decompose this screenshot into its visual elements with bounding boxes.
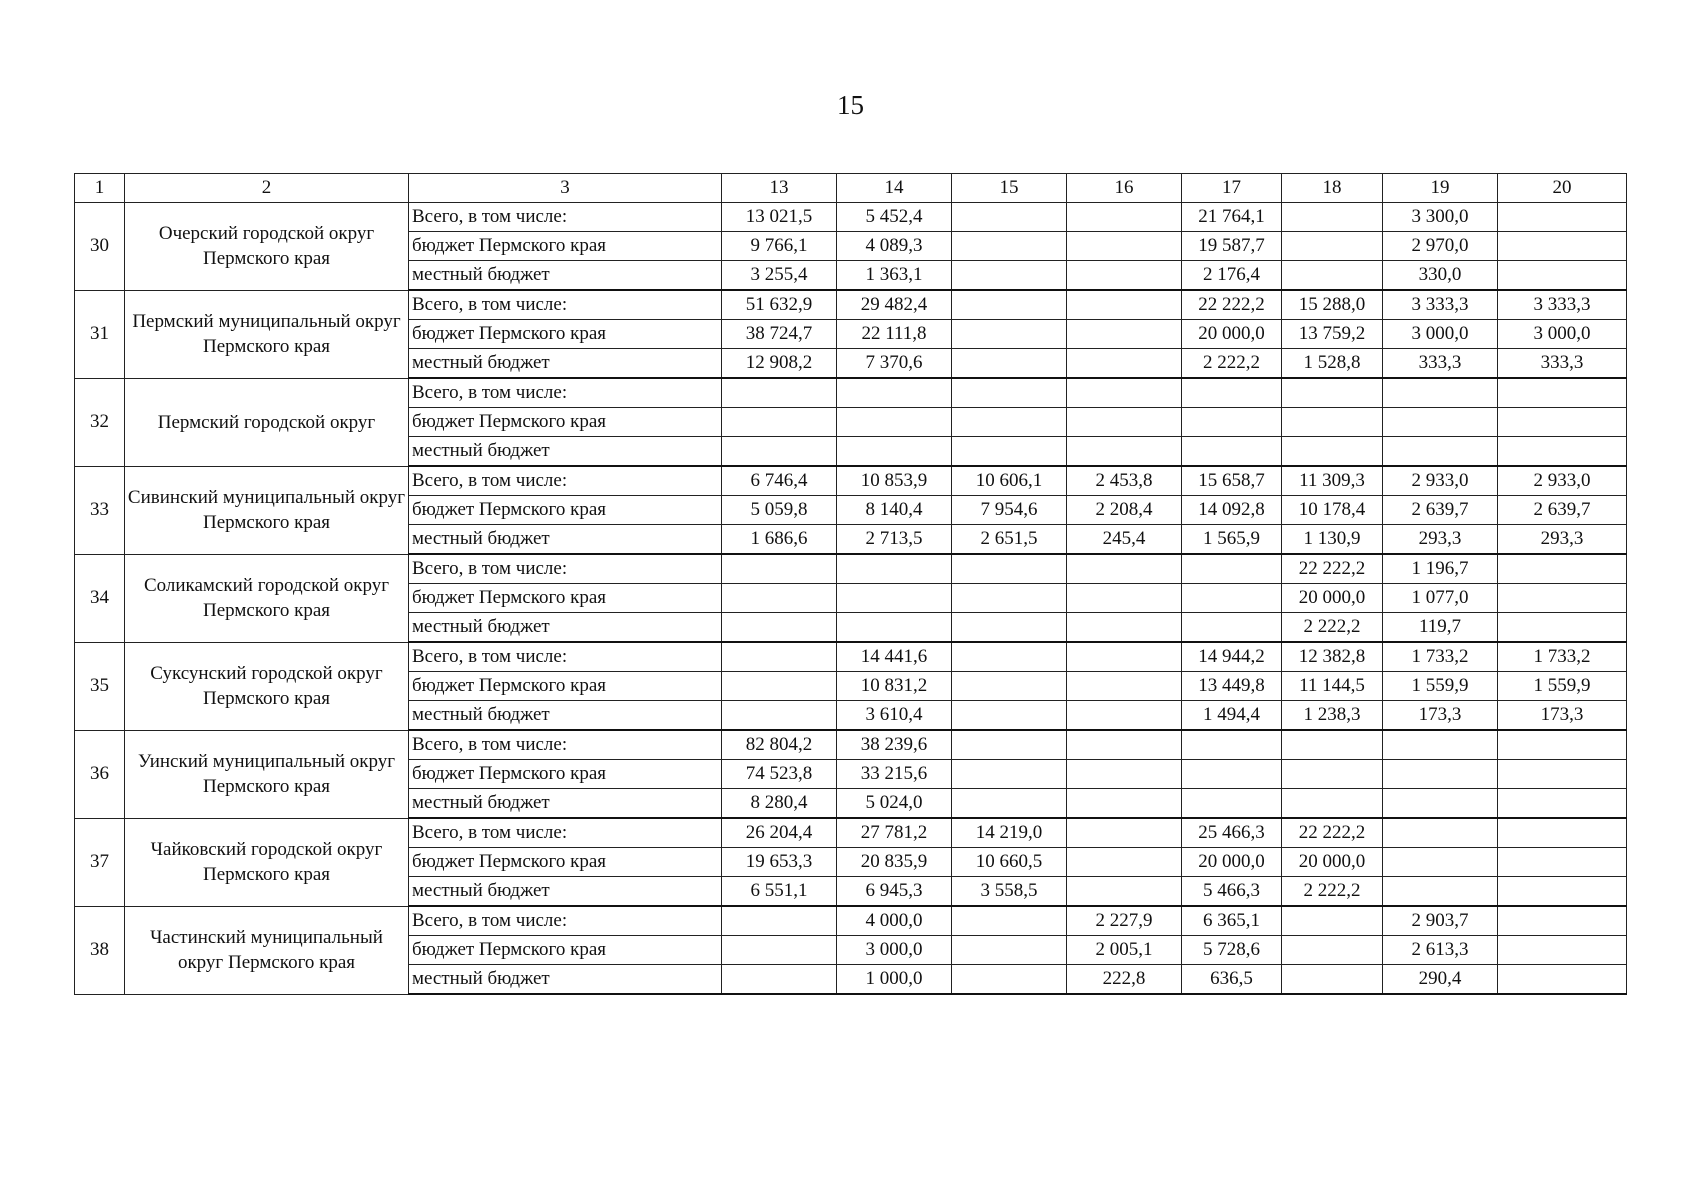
value-cell: 74 523,8 [722, 760, 837, 789]
budget-type-label: Всего, в том числе: [409, 554, 722, 584]
value-cell: 2 222,2 [1182, 349, 1282, 379]
row-number: 31 [75, 290, 125, 378]
value-cell [1498, 378, 1627, 408]
value-cell [1067, 642, 1182, 672]
municipality-name: Сивинский муниципальный округ Пермского края [125, 466, 409, 554]
value-cell [952, 730, 1067, 760]
value-cell [722, 906, 837, 936]
value-cell [1383, 437, 1498, 467]
value-cell: 4 089,3 [837, 232, 952, 261]
value-cell [1282, 261, 1383, 291]
value-cell [722, 378, 837, 408]
value-cell: 13 449,8 [1182, 672, 1282, 701]
value-cell [1067, 320, 1182, 349]
row-number: 34 [75, 554, 125, 642]
value-cell: 14 944,2 [1182, 642, 1282, 672]
value-cell [1383, 378, 1498, 408]
value-cell [837, 613, 952, 643]
budget-type-label: бюджет Пермского края [409, 672, 722, 701]
value-cell [837, 378, 952, 408]
budget-type-label: местный бюджет [409, 789, 722, 819]
value-cell: 3 558,5 [952, 877, 1067, 907]
value-cell: 20 835,9 [837, 848, 952, 877]
value-cell: 2 713,5 [837, 525, 952, 555]
page-number: 15 [837, 90, 864, 120]
value-cell: 1 494,4 [1182, 701, 1282, 731]
value-cell: 13 759,2 [1282, 320, 1383, 349]
municipality-name: Очерский городской округ Пермского края [125, 203, 409, 291]
row-number: 38 [75, 906, 125, 994]
value-cell: 2 933,0 [1498, 466, 1627, 496]
table-body [75, 203, 1627, 995]
budget-type-label: Всего, в том числе: [409, 730, 722, 760]
value-cell: 20 000,0 [1182, 320, 1282, 349]
value-cell: 10 853,9 [837, 466, 952, 496]
value-cell: 290,4 [1383, 965, 1498, 995]
value-cell: 5 452,4 [837, 203, 952, 232]
value-cell: 25 466,3 [1182, 818, 1282, 848]
value-cell: 38 724,7 [722, 320, 837, 349]
value-cell: 5 466,3 [1182, 877, 1282, 907]
value-cell [1383, 818, 1498, 848]
value-cell: 26 204,4 [722, 818, 837, 848]
value-cell [1498, 408, 1627, 437]
value-cell [1383, 730, 1498, 760]
value-cell [722, 936, 837, 965]
value-cell [1067, 818, 1182, 848]
row-number: 33 [75, 466, 125, 554]
value-cell [952, 261, 1067, 291]
value-cell: 1 733,2 [1498, 642, 1627, 672]
value-cell [952, 906, 1067, 936]
value-cell: 22 222,2 [1182, 290, 1282, 320]
value-cell [1498, 818, 1627, 848]
budget-type-label: местный бюджет [409, 349, 722, 379]
value-cell [952, 320, 1067, 349]
budget-type-label: местный бюджет [409, 701, 722, 731]
value-cell: 3 333,3 [1498, 290, 1627, 320]
value-cell [1383, 760, 1498, 789]
value-cell [952, 965, 1067, 995]
value-cell [1067, 437, 1182, 467]
table-header [75, 174, 1627, 203]
value-cell: 19 653,3 [722, 848, 837, 877]
value-cell: 82 804,2 [722, 730, 837, 760]
column-header: 1 [75, 174, 125, 203]
value-cell [722, 554, 837, 584]
value-cell [952, 232, 1067, 261]
value-cell [1282, 760, 1383, 789]
budget-type-label: Всего, в том числе: [409, 642, 722, 672]
value-cell: 1 528,8 [1282, 349, 1383, 379]
value-cell: 6 365,1 [1182, 906, 1282, 936]
value-cell [837, 584, 952, 613]
value-cell: 6 746,4 [722, 466, 837, 496]
value-cell: 20 000,0 [1182, 848, 1282, 877]
value-cell: 333,3 [1383, 349, 1498, 379]
value-cell: 1 238,3 [1282, 701, 1383, 731]
value-cell [952, 408, 1067, 437]
value-cell [952, 584, 1067, 613]
value-cell: 6 945,3 [837, 877, 952, 907]
value-cell [1282, 936, 1383, 965]
value-cell [1067, 349, 1182, 379]
value-cell: 1 565,9 [1182, 525, 1282, 555]
value-cell [1282, 203, 1383, 232]
value-cell: 7 954,6 [952, 496, 1067, 525]
value-cell [1067, 554, 1182, 584]
value-cell [1067, 232, 1182, 261]
value-cell: 5 024,0 [837, 789, 952, 819]
value-cell: 20 000,0 [1282, 848, 1383, 877]
value-cell [952, 613, 1067, 643]
column-header: 15 [952, 174, 1067, 203]
value-cell: 293,3 [1383, 525, 1498, 555]
row-number: 37 [75, 818, 125, 906]
budget-type-label: местный бюджет [409, 965, 722, 995]
value-cell: 173,3 [1383, 701, 1498, 731]
value-cell: 2 933,0 [1383, 466, 1498, 496]
value-cell [1498, 613, 1627, 643]
budget-type-label: местный бюджет [409, 261, 722, 291]
value-cell [952, 672, 1067, 701]
value-cell [1182, 613, 1282, 643]
value-cell [1067, 203, 1182, 232]
value-cell [1182, 789, 1282, 819]
value-cell: 14 441,6 [837, 642, 952, 672]
value-cell [1498, 584, 1627, 613]
budget-table [74, 173, 1627, 995]
value-cell: 27 781,2 [837, 818, 952, 848]
value-cell: 12 382,8 [1282, 642, 1383, 672]
value-cell: 15 288,0 [1282, 290, 1383, 320]
value-cell: 333,3 [1498, 349, 1627, 379]
value-cell: 8 280,4 [722, 789, 837, 819]
value-cell: 10 178,4 [1282, 496, 1383, 525]
value-cell [1498, 760, 1627, 789]
table-row [75, 466, 1627, 496]
value-cell: 2 639,7 [1383, 496, 1498, 525]
value-cell: 29 482,4 [837, 290, 952, 320]
value-cell [952, 936, 1067, 965]
table-row [75, 642, 1627, 672]
table-row [75, 378, 1627, 408]
budget-type-label: Всего, в том числе: [409, 818, 722, 848]
value-cell [1067, 877, 1182, 907]
municipality-name: Уинский муниципальный округ Пермского края [125, 730, 409, 818]
value-cell [837, 437, 952, 467]
municipality-name: Пермский городской округ [125, 378, 409, 466]
value-cell: 3 255,4 [722, 261, 837, 291]
budget-type-label: бюджет Пермского края [409, 496, 722, 525]
value-cell [952, 789, 1067, 819]
value-cell [1282, 965, 1383, 995]
value-cell [1067, 261, 1182, 291]
budget-type-label: местный бюджет [409, 877, 722, 907]
value-cell: 5 728,6 [1182, 936, 1282, 965]
budget-type-label: местный бюджет [409, 613, 722, 643]
value-cell: 19 587,7 [1182, 232, 1282, 261]
value-cell [1067, 584, 1182, 613]
value-cell [1498, 848, 1627, 877]
value-cell: 2 005,1 [1067, 936, 1182, 965]
value-cell [837, 408, 952, 437]
table-row [75, 290, 1627, 320]
value-cell: 33 215,6 [837, 760, 952, 789]
value-cell: 11 309,3 [1282, 466, 1383, 496]
municipality-name: Пермский муниципальный округ Пермского края [125, 290, 409, 378]
value-cell: 1 196,7 [1383, 554, 1498, 584]
value-cell [1498, 906, 1627, 936]
table-row [75, 554, 1627, 584]
value-cell [1182, 554, 1282, 584]
value-cell: 22 222,2 [1282, 818, 1383, 848]
value-cell [1282, 378, 1383, 408]
value-cell [952, 378, 1067, 408]
row-number: 35 [75, 642, 125, 730]
value-cell [1282, 730, 1383, 760]
value-cell: 3 333,3 [1383, 290, 1498, 320]
value-cell [1182, 760, 1282, 789]
budget-type-label: местный бюджет [409, 525, 722, 555]
value-cell [1067, 730, 1182, 760]
value-cell: 4 000,0 [837, 906, 952, 936]
budget-type-label: Всего, в том числе: [409, 378, 722, 408]
column-header: 3 [409, 174, 722, 203]
value-cell: 5 059,8 [722, 496, 837, 525]
value-cell [837, 554, 952, 584]
header-row [75, 174, 1627, 203]
value-cell [1067, 789, 1182, 819]
value-cell [1282, 437, 1383, 467]
value-cell: 8 140,4 [837, 496, 952, 525]
value-cell: 14 092,8 [1182, 496, 1282, 525]
value-cell [952, 437, 1067, 467]
row-number: 32 [75, 378, 125, 466]
value-cell: 1 733,2 [1383, 642, 1498, 672]
table-row [75, 730, 1627, 760]
value-cell: 2 903,7 [1383, 906, 1498, 936]
budget-type-label: бюджет Пермского края [409, 936, 722, 965]
value-cell: 14 219,0 [952, 818, 1067, 848]
value-cell [1498, 877, 1627, 907]
value-cell: 2 651,5 [952, 525, 1067, 555]
value-cell [722, 965, 837, 995]
column-header: 2 [125, 174, 409, 203]
column-header: 16 [1067, 174, 1182, 203]
value-cell [1498, 936, 1627, 965]
budget-type-label: бюджет Пермского края [409, 320, 722, 349]
budget-type-label: Всего, в том числе: [409, 466, 722, 496]
municipality-name: Суксунский городской округ Пермского края [125, 642, 409, 730]
value-cell [1498, 730, 1627, 760]
value-cell [722, 672, 837, 701]
value-cell: 2 222,2 [1282, 877, 1383, 907]
column-header: 18 [1282, 174, 1383, 203]
value-cell [722, 613, 837, 643]
budget-type-label: местный бюджет [409, 437, 722, 467]
budget-type-label: бюджет Пермского края [409, 584, 722, 613]
budget-type-label: Всего, в том числе: [409, 203, 722, 232]
value-cell [1067, 672, 1182, 701]
table-row [75, 906, 1627, 936]
column-header: 14 [837, 174, 952, 203]
column-header: 19 [1383, 174, 1498, 203]
value-cell: 1 686,6 [722, 525, 837, 555]
value-cell: 9 766,1 [722, 232, 837, 261]
value-cell: 2 208,4 [1067, 496, 1182, 525]
value-cell: 7 370,6 [837, 349, 952, 379]
value-cell [952, 203, 1067, 232]
value-cell: 1 000,0 [837, 965, 952, 995]
value-cell: 2 222,2 [1282, 613, 1383, 643]
value-cell: 38 239,6 [837, 730, 952, 760]
value-cell [1282, 408, 1383, 437]
value-cell: 119,7 [1383, 613, 1498, 643]
value-cell [1182, 378, 1282, 408]
value-cell: 6 551,1 [722, 877, 837, 907]
budget-type-label: бюджет Пермского края [409, 232, 722, 261]
value-cell: 2 176,4 [1182, 261, 1282, 291]
value-cell [952, 701, 1067, 731]
column-header: 20 [1498, 174, 1627, 203]
value-cell [1182, 408, 1282, 437]
value-cell: 3 300,0 [1383, 203, 1498, 232]
value-cell [1067, 408, 1182, 437]
value-cell: 10 831,2 [837, 672, 952, 701]
value-cell: 636,5 [1182, 965, 1282, 995]
value-cell: 10 660,5 [952, 848, 1067, 877]
value-cell: 2 970,0 [1383, 232, 1498, 261]
value-cell: 21 764,1 [1182, 203, 1282, 232]
value-cell [1498, 965, 1627, 995]
value-cell [952, 349, 1067, 379]
value-cell [1498, 261, 1627, 291]
row-number: 30 [75, 203, 125, 291]
column-header: 13 [722, 174, 837, 203]
value-cell [1067, 613, 1182, 643]
value-cell: 2 613,3 [1383, 936, 1498, 965]
value-cell [722, 437, 837, 467]
value-cell [1182, 730, 1282, 760]
value-cell [1383, 789, 1498, 819]
value-cell: 10 606,1 [952, 466, 1067, 496]
municipality-name: Соликамский городской округ Пермского края [125, 554, 409, 642]
budget-type-label: бюджет Пермского края [409, 848, 722, 877]
municipality-name: Чайковский городской округ Пермского края [125, 818, 409, 906]
value-cell: 293,3 [1498, 525, 1627, 555]
value-cell [952, 554, 1067, 584]
value-cell: 2 639,7 [1498, 496, 1627, 525]
value-cell [1067, 760, 1182, 789]
value-cell [1182, 437, 1282, 467]
municipality-name: Частинский муниципальный округ Пермского края [125, 906, 409, 994]
value-cell: 245,4 [1067, 525, 1182, 555]
value-cell [1498, 203, 1627, 232]
value-cell [1182, 584, 1282, 613]
value-cell: 22 111,8 [837, 320, 952, 349]
value-cell [1498, 789, 1627, 819]
value-cell: 1 363,1 [837, 261, 952, 291]
value-cell: 15 658,7 [1182, 466, 1282, 496]
column-header: 17 [1182, 174, 1282, 203]
value-cell [1383, 877, 1498, 907]
value-cell: 1 077,0 [1383, 584, 1498, 613]
budget-type-label: Всего, в том числе: [409, 906, 722, 936]
value-cell: 1 559,9 [1498, 672, 1627, 701]
value-cell [1067, 701, 1182, 731]
value-cell [952, 290, 1067, 320]
value-cell: 2 227,9 [1067, 906, 1182, 936]
value-cell [1282, 789, 1383, 819]
value-cell [1282, 906, 1383, 936]
value-cell: 3 000,0 [1383, 320, 1498, 349]
budget-type-label: Всего, в том числе: [409, 290, 722, 320]
value-cell: 1 130,9 [1282, 525, 1383, 555]
value-cell [722, 642, 837, 672]
value-cell [1498, 554, 1627, 584]
value-cell: 3 000,0 [1498, 320, 1627, 349]
value-cell [722, 408, 837, 437]
value-cell [952, 642, 1067, 672]
value-cell: 22 222,2 [1282, 554, 1383, 584]
row-number: 36 [75, 730, 125, 818]
table-row [75, 203, 1627, 232]
value-cell [1383, 848, 1498, 877]
value-cell: 2 453,8 [1067, 466, 1182, 496]
table-row [75, 818, 1627, 848]
value-cell [722, 584, 837, 613]
value-cell [1498, 437, 1627, 467]
value-cell: 1 559,9 [1383, 672, 1498, 701]
value-cell: 3 000,0 [837, 936, 952, 965]
value-cell: 20 000,0 [1282, 584, 1383, 613]
value-cell [1067, 290, 1182, 320]
budget-type-label: бюджет Пермского края [409, 408, 722, 437]
value-cell [952, 760, 1067, 789]
value-cell: 3 610,4 [837, 701, 952, 731]
value-cell: 173,3 [1498, 701, 1627, 731]
value-cell [1282, 232, 1383, 261]
value-cell [1383, 408, 1498, 437]
budget-type-label: бюджет Пермского края [409, 760, 722, 789]
value-cell: 13 021,5 [722, 203, 837, 232]
value-cell: 11 144,5 [1282, 672, 1383, 701]
value-cell: 222,8 [1067, 965, 1182, 995]
value-cell [1067, 378, 1182, 408]
value-cell [1067, 848, 1182, 877]
value-cell [1498, 232, 1627, 261]
value-cell [722, 701, 837, 731]
value-cell: 12 908,2 [722, 349, 837, 379]
value-cell: 51 632,9 [722, 290, 837, 320]
value-cell: 330,0 [1383, 261, 1498, 291]
